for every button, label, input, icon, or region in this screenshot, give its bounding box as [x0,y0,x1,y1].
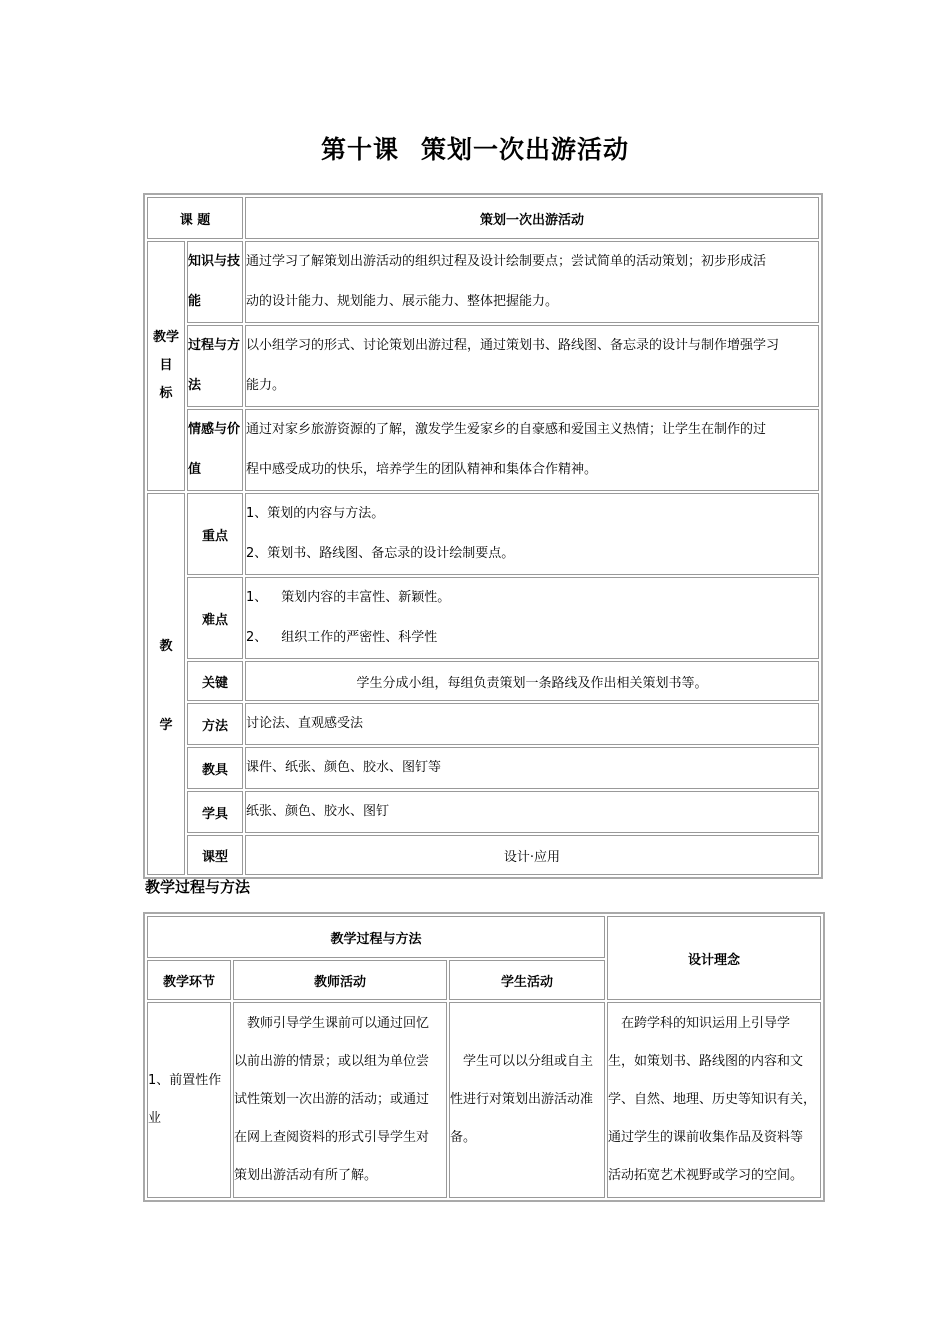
student-activity-cell: 学生可以以分组或自主 性进行对策划出游活动准 备。 [449,1002,605,1198]
key-label: 关键 [187,661,243,701]
method-value: 讨论法、直观感受法 [245,703,819,745]
objective-process-text: 以小组学习的形式、讨论策划出游过程，通过策划书、路线图、备忘录的设计与制作增强学习 能力。 [245,325,819,407]
page-title [0,130,950,166]
stage-header: 教学环节 [147,960,231,1000]
teacher-header: 教师活动 [233,960,447,1000]
objective-emotion-text: 通过对家乡旅游资源的了解，激发学生爱家乡的自豪感和爱国主义热情；让学生在制作的过 程中感受成功的快乐，培养学生的团队精神和集体合作精神。 [245,409,819,491]
student-header: 学生活动 [449,960,605,1000]
objective-knowledge-label: 知识与技 能 [187,241,243,323]
design-header: 设计理念 [607,916,821,1000]
method-label: 方法 [187,703,243,745]
difficulties-label: 难点 [187,577,243,659]
stage-cell: 1、前置性作 业 [147,1002,231,1198]
lesson-name: 策划一次出游活动 [421,135,630,164]
teaching-aids-value: 课件、纸张、颜色、胶水、图钉等 [245,747,819,789]
section-heading: 教学过程与方法 [145,878,251,896]
design-concept-cell: 在跨学科的知识运用上引导学 生，如策划书、路线图的内容和文 学、自然、地理、历史等知识有关， 通过学生的课前收集作品及资料等 活动拓宽艺术视野或学习的空间。 [607,1002,821,1198]
teacher-activity-cell: 教师引导学生课前可以通过回忆 以前出游的情景；或以组为单位尝 试性策划一次出游的活动；或通过 在网上查阅资料的形式引导学生对 策划出游活动有所了解。 [233,1002,447,1198]
objective-knowledge-text: 通过学习了解策划出游活动的组织过程及设计绘制要点；尝试简单的活动策划；初步形成活 动的设计能力、规划能力、展示能力、整体把握能力。 [245,241,819,323]
lesson-type-value: 设计·应用 [245,835,819,875]
teaching-aids-label: 教具 [187,747,243,789]
objective-emotion-label: 情感与价 值 [187,409,243,491]
process-table [143,912,825,1202]
key-points-text: 1、策划的内容与方法。 2、策划书、路线图、备忘录的设计绘制要点。 [245,493,819,575]
process-group-header: 教学过程与方法 [147,916,605,958]
learning-aids-value: 纸张、颜色、胶水、图钉 [245,791,819,833]
lesson-info-table [143,193,823,879]
objective-process-label: 过程与方 法 [187,325,243,407]
lesson-type-label: 课型 [187,835,243,875]
objectives-label: 教学目 标 [147,241,185,491]
topic-value: 策划一次出游活动 [245,197,819,239]
difficulties-text: 1、 策划内容的丰富性、新颖性。 2、 组织工作的严密性、科学性 [245,577,819,659]
teaching-label: 教 学 [147,493,185,875]
topic-label: 课 题 [147,197,243,239]
lesson-number: 第十课 [320,135,399,164]
key-points-label: 重点 [187,493,243,575]
key-value: 学生分成小组，每组负责策划一条路线及作出相关策划书等。 [245,661,819,701]
learning-aids-label: 学具 [187,791,243,833]
